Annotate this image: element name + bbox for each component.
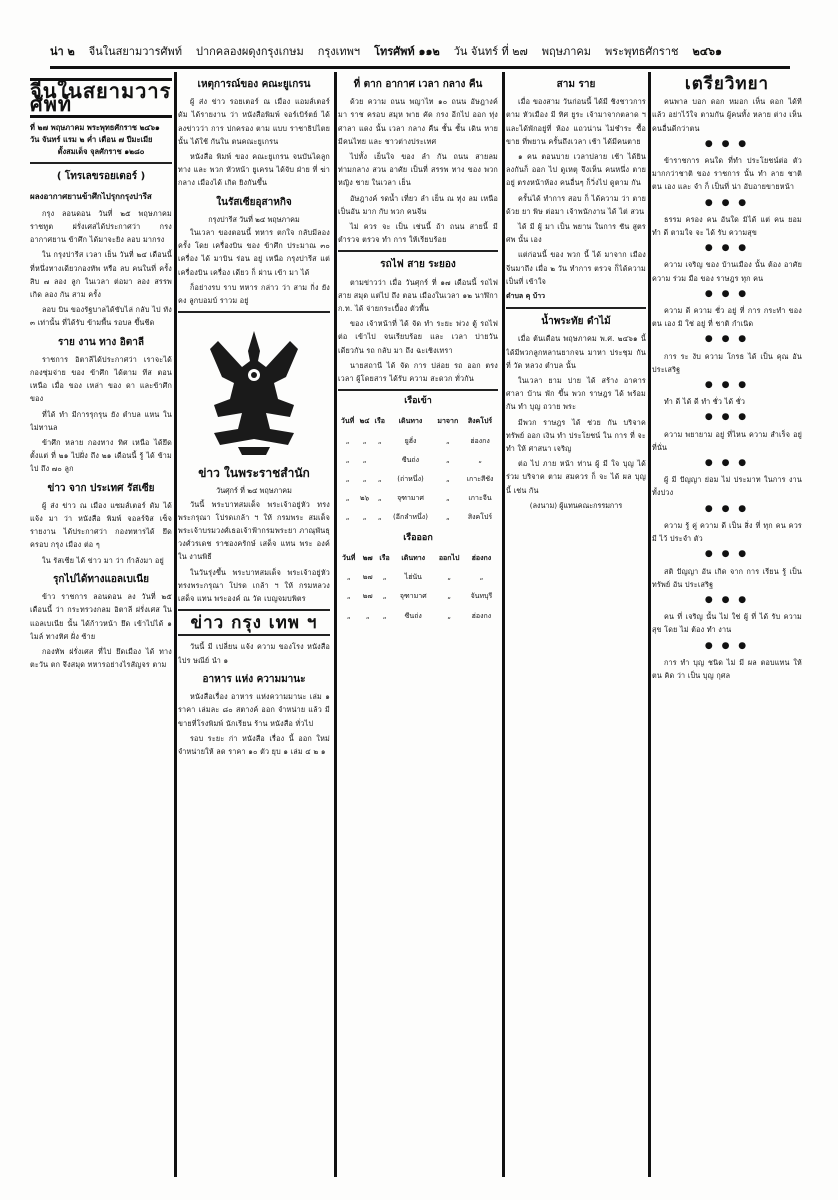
- article-paragraph: หนังสือเรื่อง อาหาร แห่งความมานะ เล่ม ๑ ราคา เล่มละ ๘๐ สตางค์ ออก จำหน่าย แล้ว มีขายที่โรงพิมพ์ นักเรียน ร้าน หนังสือ ทั่วไป: [178, 692, 330, 728]
- divider-dots-icon: ● ● ●: [704, 288, 750, 299]
- page-number: น่า ๒: [50, 45, 75, 58]
- column-rule: [334, 72, 337, 1177]
- paper-name: จีนในสยามวารศัพท์: [88, 45, 182, 58]
- section-title: สาม ราย: [556, 79, 596, 90]
- masthead-rule: [50, 66, 790, 69]
- article-paragraph: ๑ คน ตอนบาย เวลาปลาย เช้า ได้ยิน ลงกันก็ ออก ไป ดูเหตุ จึงเห็น คนหนึ่ง ตายอยู่ ตรงหน้าห้อง คนอื่นๆ ก็วิ่งไป ดูตาม กัน: [506, 152, 646, 188]
- column-3: [338, 72, 498, 1182]
- article-paragraph: ผู้ ส่ง ข่าว ณ เมือง แซมส์เตอร์ ดัม ได้ แจ้ง มา ว่า หนังสือ พิมพ์ จอลร์จิส เซ็จ รายงาน ได้ประกาศว่า กองทหารได้ ยึด ครอบ กรุง เมือง ต่อ ๆ: [30, 500, 172, 550]
- dateline-1: ที่ ๒๗ พฤษภาคม พระพุทธศักราช ๒๔๖๑: [30, 123, 160, 133]
- divider-dots-icon: ● ● ●: [704, 138, 750, 149]
- divider-dots-icon: ● ● ●: [704, 412, 750, 423]
- column-5: [652, 72, 802, 1182]
- maxim: ความ ดี ความ ชั่ว อยู่ ที่ การ กระทำ ของ ตน เอง มิ ใช่ อยู่ ที่ ชาติ กำเนิด: [652, 306, 802, 329]
- table-row: „ „ „ ยูฮั่ง „ ฮ่องกง: [345, 436, 490, 445]
- table-row: „ „ ซีนถ่ง „ „: [345, 455, 482, 464]
- maxim: ทำ ดี ได้ ดี ทำ ชั่ว ได้ ชั่ว: [664, 397, 746, 407]
- table-row: „ „ „ (ถ่าหนึ่ง) „ เกาะสีชัง: [345, 475, 494, 484]
- section-subtitle: ผลงอากาศยานข้าศึกไปรุกกรุงปารีส: [30, 191, 152, 201]
- article-paragraph: หนังสือ พิมพ์ ของ คณะยูเกรน จนบันไดลูก ทาง และ พวก หัวหน้า ยูเครน ได้จับ ฝ่าย ที่ ฆ่ากลาง เมืองได้ เกิด ยิงกันขึ้น: [178, 152, 330, 188]
- article-paragraph: ตามข่าวว่า เมื่อ วันศุกร์ ที่ ๑๗ เดือนนี้ รถไฟ สาย สมุด แต่ไป ถึง ตอน เมืองในเวลา ๑๒ นาฬิกา ก.ท. ได้ จ่ายกระเบื้อง ตัวพื้น: [338, 277, 498, 314]
- section-title: ราย งาน ทาง อิตาลี: [58, 336, 144, 348]
- article-paragraph: วันนี้ มี เปลี่ยน แจ้ง ความ ของโรง หนังสือ ไปร ษณีย์ นำ ๑: [178, 642, 330, 665]
- column-rule: [502, 72, 505, 1177]
- shipping-out-title: เรือออก: [403, 532, 433, 543]
- dateline-2: วัน จันทร์ แรม ๒ ค่ำ เดือน ๗ ปีมะเมีย: [30, 135, 153, 145]
- article-paragraph: วันนี้ พระบาทสมเด็จ พระเจ้าอยู่หัว ทรง พระกรุณา โปรดเกล้า ฯ ให้ กรมพระ สมเด็จ พระเจ้าบรมวงศ์เธอเจ้าฟ้ากรมพระยา ภาณุพันธุวงศ์วรเดช ราชองครักษ์ เสด็จ แทน พระ องค์ ใน งานพิธี: [178, 499, 330, 562]
- divider: [178, 609, 330, 611]
- signature: (ลงนาม) ผู้แทนคณะกรรมการ: [529, 500, 623, 510]
- section-title: ( โทรเลขรอยเตอร์ ): [56, 171, 146, 183]
- divider-dots-icon: ● ● ●: [704, 197, 750, 208]
- divider-dots-icon: ● ● ●: [704, 243, 750, 254]
- article-paragraph: ไม่ ควร จะ เป็น เช่นนี้ ถ้า ถนน สายนี้ มี ตำรวจ ตรวจ ทำ การ ให้เรียบร้อย: [338, 222, 498, 245]
- maxim: การ ระ งับ ความ โกรธ ได้ เป็น คุณ อัน ประเสริฐ: [652, 351, 802, 374]
- issue-month: พฤษภาคม: [541, 45, 591, 58]
- article-paragraph: ได้ มี ผู้ มา เป็น พยาน ในการ ชัน สูตร ศพ นั้น เอง: [506, 222, 646, 245]
- maxim: คนพาล บอก ดอก หมอก เห็น ดอก ได้ทีแล้ว อย่าไว้ใจ ตามกัน ผู้คนทั้ง หลาย ต่าง เห็น คนอื่นดีกว่าตน: [652, 97, 802, 133]
- section-title: รถไฟ สาย ระยอง: [380, 259, 456, 271]
- column-1: [30, 72, 172, 1182]
- city: กรุงเทพฯ: [317, 45, 361, 58]
- table-row: „ „ „ ซีนถ่ง „ ฮ่องกง: [346, 611, 492, 620]
- maxim: สติ ปัญญา อัน เกิด จาก การ เรียน รู้ เป็น ทรัพย์ อัน ประเสริฐ: [652, 566, 802, 589]
- section-title: ในรัสเซียอุสาหกิจ: [216, 196, 292, 208]
- section-title: เตรียวิทยา: [684, 74, 770, 94]
- section-title: ข่าว จาก ประเทศ รัสเซีย: [47, 482, 155, 494]
- article-paragraph: ไปทั้ง เย็นใจ ของ ลำ กัน ถนน สายลม ท่ามกลาง สวน อาศัย เป็นที่ สรรพ ทาง ของ พวก หญิง ชาย ในเวลา เย็น: [338, 152, 498, 188]
- shipping-in-title: เรือเข้า: [404, 396, 432, 407]
- table-header-row: วันที่ ๒๔ เรือ เดินทาง มาจาก สิงคโปร์: [340, 417, 493, 426]
- article-paragraph: ด้วย ความ ถนน พญาไท ๑๐ ถนน อัษฎางค์ มา ราช ครอบ สมุห พาย คัด กรง อีกไป ออก ทุ่ง ศาลา แดง นั้น เวลา กลาง คืน ชั้น ชั้น เดิน หาย มีคนไทย และ ชาวต่างประเทศ: [338, 97, 498, 146]
- table-row: „ ๒๗ „ จุฑามาศ „ จันทบุรี: [346, 592, 493, 601]
- article-paragraph: ราชการ อิตาลีได้ประกาศว่า เราจะได้ กองซุ่มจ่าย ของ ข้าศึก ได้ตาม ทีส ตอนเหนือ เมื่อ ของ เหล่า ของ ดา และข้าศึก ของ: [30, 354, 172, 404]
- section-title: น้ำพระทัย ดำไม้: [541, 316, 611, 328]
- maxim: คน ที่ เจริญ นั้น ไม่ ใช่ ผู้ ที่ ได้ รับ ความ สุข โดย ไม่ ต้อง ทำ งาน: [652, 612, 802, 635]
- section-title: ข่าว ในพระราชสำนัก: [198, 466, 310, 481]
- article-paragraph: ในเวลา ยาม บ่าย ได้ สร้าง อาคาร ศาลา บ้าน พัก ขึ้น พวก ราษฎร ได้ พร้อม กัน ทำ บุญ ถวาย พระ: [506, 376, 646, 412]
- divider-dots-icon: ● ● ●: [704, 503, 750, 514]
- divider: [178, 634, 330, 636]
- divider: [506, 307, 646, 309]
- address: ปากคลองผดุงกรุงเกษม: [195, 45, 304, 58]
- era-label: พระพุทธศักราช: [605, 45, 679, 58]
- maxim: ความ เจริญ ของ บ้านเมือง นั้น ต้อง อาศัย ความ ร่วม มือ ของ ราษฎร ทุก คน: [652, 260, 802, 283]
- section-title: อาหาร แห่ง ความมานะ: [202, 673, 306, 685]
- divider-dots-icon: ● ● ●: [704, 380, 750, 391]
- garuda-emblem-icon: [194, 321, 314, 461]
- article-paragraph: เมื่อ ต้นเดือน พฤษภาคม พ.ศ. ๒๔๖๑ นี้ได้มีพวกลูกหลานยากจน มาหา ประชุม กันที่ วัด หลวง ตำบล นั้น: [506, 334, 646, 370]
- article-paragraph: ใน รัสเซีย ได้ ข่าว มา ว่า กำลังมา อยู่: [42, 555, 164, 565]
- maxim: ธรรม ครอง คน อันใด มิได้ แต่ คน ยอม ทำ ดี ตามใจ จะ ได้ รับ ความสุข: [652, 214, 802, 238]
- dateline-3: ตั้งสมเด็จ จุลศักราช ๑๒๘๐: [57, 147, 145, 157]
- article-paragraph: ข้าศึก หลาย กองทาง ทิศ เหนือ ได้ยึด ตั้งแต่ ที่ ๒๑ ไปฝั่ง ถึง ๒๑ เดือนนี้ รู้ ได้ ข้ามไป ถึง ๗๐ ลูก: [30, 438, 172, 474]
- article-paragraph: มีพวก ราษฎร ได้ ช่วย กัน บริจาค ทรัพย์ ออก เงิน ทำ ประโยชน์ ใน การ ที่ จะ ทำ ให้ ศาสนา เจริญ: [506, 417, 646, 454]
- maxim: การ ทำ บุญ ชนิด ไม่ มี ผล ตอบแทน ให้ ตน คิด ว่า เป็น บุญ กุศล: [652, 657, 802, 680]
- section-label: ตำบล คุ บ้าว: [506, 292, 546, 301]
- phone: โทรศัพท์ ๑๑๒: [374, 45, 440, 58]
- article-paragraph: ที่ได้ ทำ มีการรุกรุน ยัง ตำบล แหน ใน ไม่ทานล: [30, 409, 172, 432]
- issue-day: วัน จันทร์ ที่ ๒๗: [453, 45, 528, 58]
- article-paragraph: นายสถานี ได้ จัด การ ปล่อย รถ ออก ตรง เวลา ผู้โดยสาร ได้รับ ความ สะดวก ทั่วกัน: [338, 360, 498, 384]
- divider-dots-icon: ● ● ●: [704, 458, 750, 469]
- divider-dots-icon: ● ● ●: [704, 334, 750, 345]
- article-paragraph: ใน กรุงปารีส เวลา เย็น วันที่ ๒๔ เดือนนี้ ที่หนึ่งทางเดียวกองทัพ หรือ ลบ คนในที่ ครั้ง สิบ ๗ ลอง ลูก ในเวลา ต่อมา ลอง สรรพ เกิด ลอง กัน สาม ครั้ง: [30, 250, 172, 300]
- table-row: „ ๒๗ „ ไฮ่นัน „ „: [346, 573, 484, 582]
- article-paragraph: กองทัพ ฝรั่งเศส ที่ไป ยึดเมือง ได้ ทางตะวัน ตก จึงสมุด ทหารอย่างไรสัญจร ตาม: [30, 646, 172, 670]
- maxim: ความ รู้ คู่ ความ ดี เป็น สิ่ง ที่ ทุก คน ควร มี ไว้ ประจำ ตัว: [652, 520, 802, 544]
- article-paragraph: ในเวลา ของตอนนี้ ทหาร ตกใจ กลับมีลอง ครั้ง โดย เครื่องบิน ของ ข้าศึก ประมาณ ๓๐ เครื่อง ได้ มาบิน ร่อน อยู่ เหนือ กรุงปารีส แต่ เครื่องบิน เครื่อง เดียว ก็ ผ่าน เข้า มา ได้: [178, 228, 330, 277]
- divider: [338, 389, 498, 391]
- section-title: รุกไปได้ทางแอลเบเนีย: [53, 573, 149, 585]
- column-rule: [174, 72, 177, 1177]
- shipping-in-table: [338, 412, 498, 527]
- divider: [178, 311, 330, 313]
- article-paragraph: ต่อ ไป ภาย หน้า ท่าน ผู้ มี ใจ บุญ ได้ ร่วม บริจาค ตาม สมควร ก็ จะ ได้ ผล บุญ นี้ เช่น กัน: [506, 459, 646, 495]
- article-paragraph: ในวันรุ่งขึ้น พระบาทสมเด็จ พระเจ้าอยู่หัว ทรงพระกรุณา โปรด เกล้า ฯ ให้ กรมหลวง เสด็จ แทน พระองค์ ณ วัด เบญจมบพิตร: [178, 567, 330, 604]
- article-paragraph: เมื่อ ของสาม วันก่อนนี้ ได้มี ชิงชาวการ ตาม หัวเมือง มี ทิศ ยูระ เจ้ามาจากตลาด ฯ และได้พักอยู่ที่ ห้อง แถวน่าน ไม่ชำระ ซื้อขาย ที่พยาน ครั้นถึงเวลา เช้า ได้มีคนตาย: [506, 97, 646, 146]
- divider: [338, 250, 498, 252]
- divider-dots-icon: ● ● ●: [704, 640, 750, 651]
- section-title: เหตุการณ์ของ คณะยูเกรน: [197, 79, 311, 90]
- maxim: ผู้ มี ปัญญา ย่อม ไม่ ประมาท ในการ งาน ทั้งปวง: [652, 475, 802, 498]
- article-paragraph: อัษฎางค์ รดน้ำ เที่ยว ลำ เย็น ณ ทุ่ง ลม เหนือ เป็นอัน มาก กับ พวก คนจีน: [338, 193, 498, 216]
- table-header-row: วันที่ ๒๗ เรือ เดินทาง ออกไป ฮ่องกง: [342, 553, 492, 562]
- divider-dots-icon: ● ● ●: [704, 594, 750, 605]
- article-paragraph: แต่ก่อนนี้ ของ พวก นี้ ได้ มาจาก เมือง จีนมาถึง เมื่อ ๒ วัน ทำการ ตรวจ ก็ได้ความ เป็นที่ เข้าใจ: [506, 250, 646, 286]
- column-2: [178, 72, 330, 1182]
- section-title: ข่าว กรุง เทพ ฯ: [190, 613, 318, 634]
- table-row: „ „ „ (อีกลำหนึ่ง) „ สิงคโปร์: [345, 513, 493, 522]
- divider-dots-icon: ● ● ●: [704, 549, 750, 560]
- dateline: วันศุกร์ ที่ ๒๔ พฤษภาคม: [216, 486, 292, 496]
- article-paragraph: ลอบ บิน ของรัฐบาลได้ขับไล่ กลับ ไป ทัง ๓ เท่านั้น ที่ได้รับ ข้ามพื้น รอบล ขึ้นชีด: [30, 305, 172, 328]
- divider: [30, 162, 172, 164]
- article-paragraph: ครั้นได้ ทำการ สอบ ก็ ได้ความ ว่า ตายด้วย ยา พิษ ต่อมา เจ้าพนักงาน ได้ ไต่ สวน: [506, 193, 646, 216]
- column-4: [506, 72, 646, 1182]
- nameplate: จีนในสยามวารศัพท์: [30, 78, 172, 118]
- dateline: กรุงปารีส วันที่ ๒๔ พฤษภาคม: [208, 214, 300, 224]
- article-paragraph: ผู้ ส่ง ข่าว รอยเตอร์ ณ เมือง แอมส์เตอร์ ดัม ได้รายงาน ว่า หนังสือพิมพ์ จอร์เบิร์ตย์ ได้ลงข่าวว่า การ ปกครอง ตาม แบบ ราชาธิปไตย นั้น ได้ใช้ กันใน ตนคณะยูเกรน: [178, 97, 330, 146]
- maxim: ข้าราชการ คนใด ที่ทำ ประโยชน์ต่อ ตัว มากกว่าชาติ ของ ราชการ นั้น ทำ ลาย ชาติ ตน เอง และ จำ ก็ เป็นที่ น่า อับอายขายหน้า: [652, 156, 802, 192]
- masthead: [50, 40, 790, 62]
- issue-year: ๒๔๖๑: [692, 45, 723, 58]
- shipping-out-table: [338, 549, 498, 626]
- maxim: ความ พยายาม อยู่ ที่ไหน ความ สำเร็จ อยู่ ที่นั่น: [652, 429, 802, 452]
- article-paragraph: ข้าว ราชการ ลอนดอน ลง วันที่ ๒๕ เดือนนี้ ว่า กระทรวงกลม อิตาลี ฝรั่งเศส ในแอลเบเนีย นั้น ได้ก้าวหน้า ยึด เข้าไปได้ ๑ ไมล์ ทางทิศ ฝั่ง ซ้าย: [30, 592, 172, 641]
- article-paragraph: รอบ ระยะ ก่า หนังสือ เรื่อง นี้ ออก ใหม่ จำหน่ายให้ ลด ราคา ๑๐ ตัว ยุบ ๑ เล่ม ๔ ๒ ๑: [178, 733, 330, 756]
- table-row: „ ๒๖ „ จุฑามาศ „ เกาะจีน: [345, 494, 492, 503]
- section-title: ที่ ตาก อากาศ เวลา กลาง คืน: [353, 79, 483, 90]
- article-paragraph: ก็อย่างรบ ราบ ทหาร กล่าว ว่า สาม กิ่ง ยังคง ลูกบอมบ์ ราวม อยู่: [178, 282, 330, 306]
- article-paragraph: ของ เจ้าหน้าที่ ได้ จัด ทำ ระยะ พ่วง ตู้ รถไฟ ต่อ เข้าไป จนเรียบร้อย และ เวลา บ่ายวัน เดียวกัน รถ กลับ มา ถึง ฉะเชิงเทรา: [338, 319, 498, 355]
- article-paragraph: กรุง ลอนดอน วันที่ ๒๕ พฤษภาคม ราชทูต ฝรั่งเศสได้ประกาศว่า กรง อากาศยาน ข้าศึก ได้มาจะยิง ลอบ มากรง: [30, 208, 172, 245]
- column-rule: [648, 72, 651, 1177]
